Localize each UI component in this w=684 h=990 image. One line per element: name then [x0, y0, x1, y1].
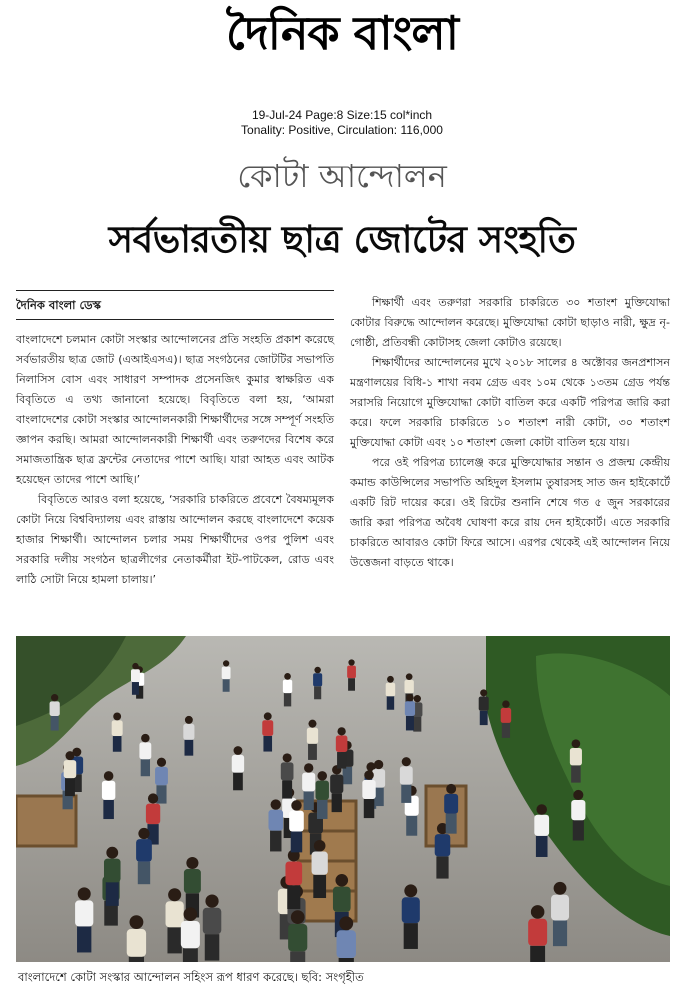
paragraph: শিক্ষার্থী এবং তরুণরা সরকারি চাকরিতে ৩০ শতাংশ মুক্তিযোদ্ধা কোটার বিরুদ্ধে আন্দোলন করেছে। মুক্তিযোদ্ধা কোটা ছাড়াও নারী, ক্ষুদ্র নৃ-গোষ্ঠী, প্রতিবন্ধী কোটাসহ জেলা কোটাও রয়েছে। — [350, 296, 670, 349]
article-headline: সর্বভারতীয় ছাত্র জোটের সংহতি — [108, 218, 576, 261]
news-photo — [16, 636, 670, 962]
byline: দৈনিক বাংলা ডেস্ক — [16, 290, 334, 320]
crowd-figure — [127, 915, 146, 962]
newspaper-masthead: দৈনিক বাংলা — [226, 6, 458, 60]
paragraph: পরে ওই পরিপত্র চ্যালেঞ্জ করে মুক্তিযোদ্ধার সন্তান ও প্রজন্ম কেন্দ্রীয় কমান্ড কাউন্সিলের সভাপতি অহিদুল ইসলাম তুষারসহ সাত জন হাইকোর্টে একটি রিট দায়ের করে। ওই রিটের শুনানি শেষে গত ৫ জুন সরকারের জারি করা পরিপত্র অবৈধ ঘোষণা করে রায় দেন হাইকোর্ট। এতে সরকারি চাকরিতে আবারও কোটা ফিরে আসে। এরপর থেকেই এই আন্দোলন নিয়ে উত্তেজনা বাড়তে থাকে। — [350, 456, 670, 569]
crowd-figure — [288, 910, 307, 962]
paragraph: বিবৃতিতে আরও বলা হয়েছে, ‘সরকারি চাকরিতে প্রবেশে বৈষম্যমূলক কোটা নিয়ে বিশ্ববিদ্যালয় এবং রাস্তায় আন্দোলন করছে বাংলাদেশে কয়েক হাজার শিক্ষার্থী। আন্দোলন চলার সময় শিক্ষার্থীদের ওপর পুলিশ এবং সরকারি দলীয় সংগঠন ছাত্রলীগের নেতাকর্মীরা ইট-পাটকেল, রোড এবং লাঠি সোটা নিয়ে হামলা চালায়।’ — [16, 493, 334, 586]
clipping-meta-line-2: Tonality: Positive, Circulation: 116,000 — [241, 123, 443, 137]
photo-caption: বাংলাদেশে কোটা সংস্কার আন্দোলন সহিংস রূপ ধারণ করেছে। ছবি: সংগৃহীত — [18, 970, 364, 984]
article-column-left — [16, 290, 334, 590]
crowd-photo-illustration — [16, 636, 670, 962]
crowd-figure — [337, 916, 356, 962]
article-kicker: কোটা আন্দোলন — [237, 157, 447, 195]
paragraph: বাংলাদেশে চলমান কোটা সংস্কার আন্দোলনের প্রতি সংহতি প্রকাশ করেছে সর্বভারতীয় ছাত্র জোট (এআইএসএ)। ছাত্র সংগঠনের জোটটির সভাপতি নিলাসিস বোস এবং সাধারণ সম্পাদক প্রসেনজিৎ কুমার স্বাক্ষরিত এক বিবৃতিতে এ তথ্য জানানো হয়েছে। বিবৃতিতে বলা হয়, ‘আমরা বাংলাদেশের কোটা সংস্কার আন্দোলনকারী শিক্ষার্থীদের সঙ্গে সম্পূর্ণ সংহতি জ্ঞাপন করছি। আমরা আন্দোলনকারী শিক্ষার্থী এবং তরুণদের বিশেষ করে সমাজতান্ত্রিক ছাত্র ফ্রন্টের নেতাদের পাশে আছি। যারা আহত এবং আটক হয়েছেন তাদের পাশে আছি।’ — [16, 333, 335, 486]
clipping-meta-line-1: 19-Jul-24 Page:8 Size:15 col*inch — [251, 108, 433, 122]
paragraph: শিক্ষার্থীদের আন্দোলনের মুখে ২০১৮ সালের ৪ অক্টোবর জনপ্রশাসন মন্ত্রণালয়ের বিধি-১ শাখা নবম গ্রেড এবং ১০ম থেকে ১৩তম গ্রেড পর্যন্ত সরাসরি নিয়োগে মুক্তিযোদ্ধা কোটা বাতিল করে একটি পরিপত্র জারি করা করে। ফলে সরকারি চাকরিতে ১০ শতাংশ নারী কোটা, ৩০ শতাংশ মুক্তিযোদ্ধা কোটা এবং ১০ শতাংশ জেলা কোটা বাতিল হয়ে যায়। — [350, 356, 670, 449]
article-column-right — [350, 293, 670, 573]
